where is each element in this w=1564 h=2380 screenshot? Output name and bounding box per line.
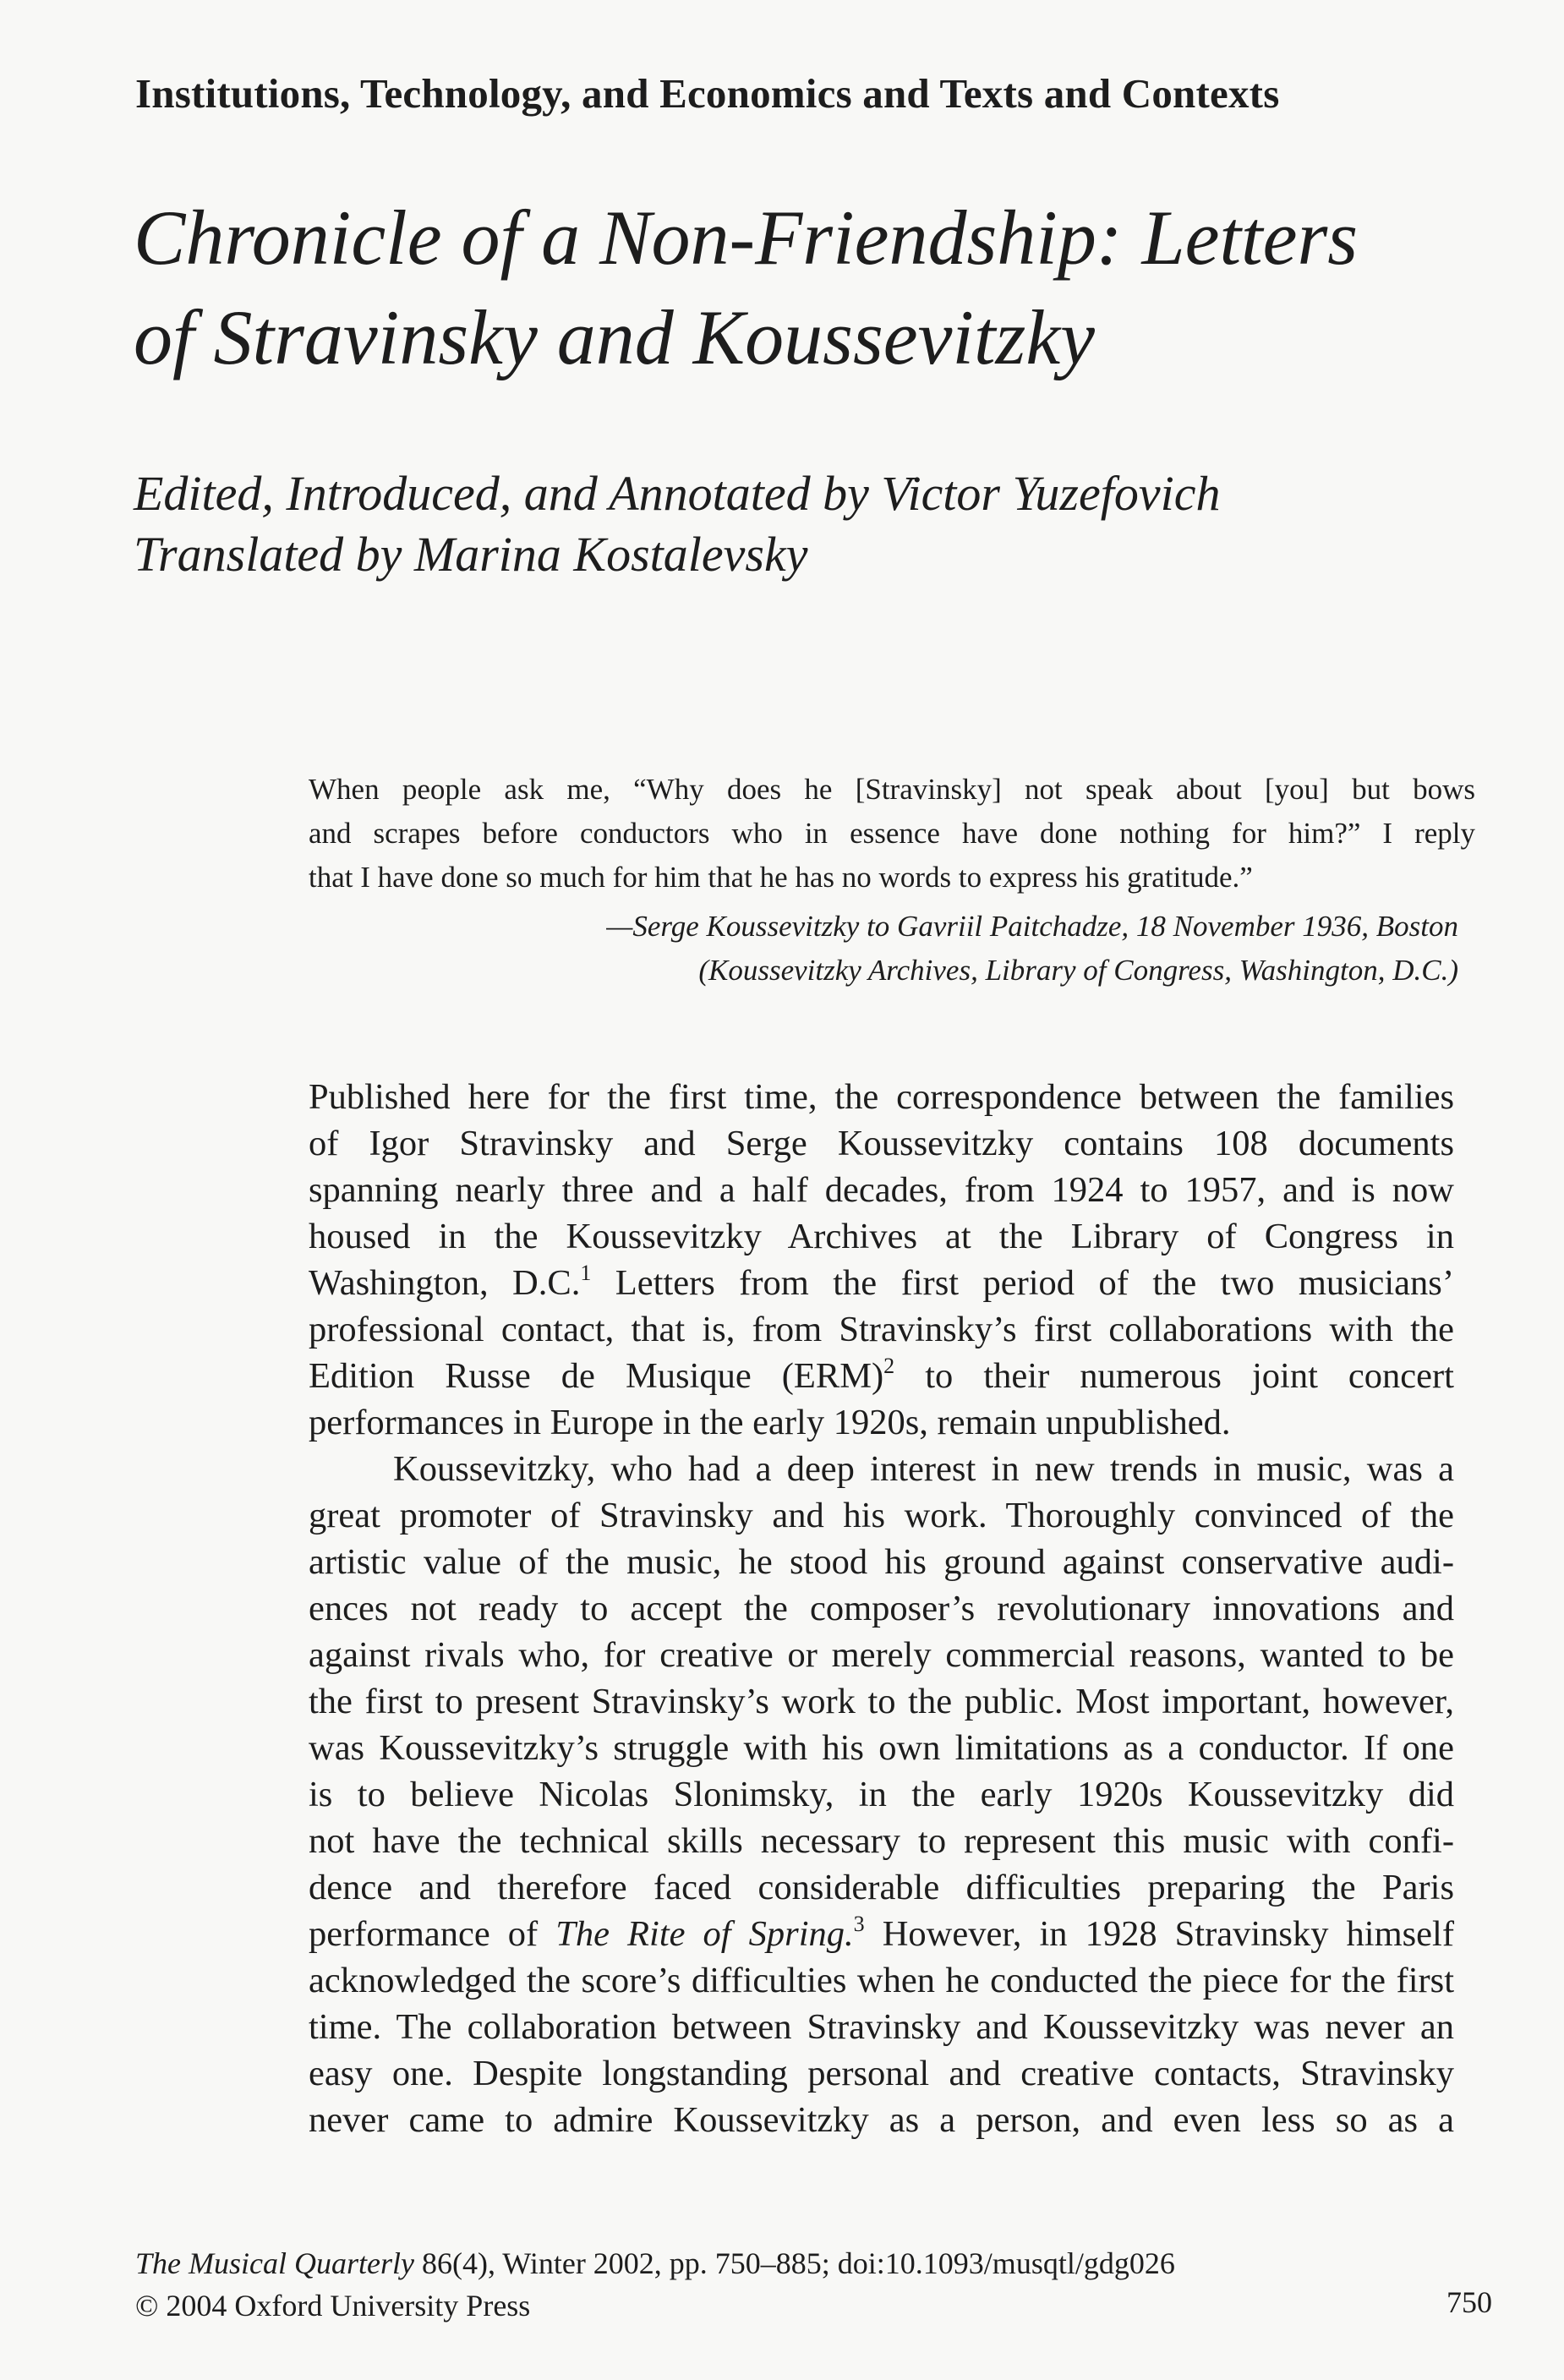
- attribution-line: (Koussevitzky Archives, Library of Congress, Washington, D.C.): [698, 954, 1458, 987]
- body-line: was Koussevitzky’s struggle with his own limitations as a conductor. If one: [309, 1728, 1454, 1768]
- body-line: artistic value of the music, he stood his ground against conservative audi-: [309, 1542, 1454, 1582]
- footnote-ref-1: 1: [580, 1261, 592, 1285]
- body-line: spanning nearly three and a half decades, from 1924 to 1957, and is now: [309, 1170, 1454, 1210]
- body-line: dence and therefore faced considerable difficulties preparing the Paris: [309, 1868, 1454, 1907]
- body-line: time. The collaboration between Stravinsky and Koussevitzky was never an: [309, 2007, 1454, 2047]
- body-text-run: However, in 1928 Stravinsky himself: [864, 1914, 1454, 1954]
- epigraph-line: When people ask me, “Why does he [Stravinsky] not speak about [you] but bows: [309, 773, 1475, 806]
- attribution-line: —Serge Koussevitzky to Gavriil Paitchadze, 18 November 1936, Boston: [606, 910, 1458, 943]
- body-line: [309, 1911, 1454, 1957]
- body-line: not have the technical skills necessary to represent this music with confi-: [309, 1821, 1454, 1861]
- body-line: [309, 1353, 1454, 1399]
- epigraph-line: that I have done so much for him that he has no words to express his gratitude.”: [309, 861, 1253, 894]
- body-line: great promoter of Stravinsky and his work. Thoroughly convinced of the: [309, 1496, 1454, 1535]
- journal-title: The Musical Quarterly: [135, 2246, 414, 2280]
- paragraph-2: [309, 1446, 1454, 2143]
- body-line: never came to admire Koussevitzky as a person, and even less so as a: [309, 2100, 1454, 2140]
- epigraph-quote: [309, 768, 1475, 900]
- body-line: housed in the Koussevitzky Archives at the Library of Congress in: [309, 1217, 1454, 1256]
- footnote-ref-3: 3: [853, 1912, 865, 1936]
- body-text-run: Washington, D.C.: [309, 1263, 581, 1303]
- body-line: is to believe Nicolas Slonimsky, in the early 1920s Koussevitzky did: [309, 1775, 1454, 1814]
- translator-credit: Translated by Marina Kostalevsky: [134, 527, 808, 582]
- body-text-run: to their numerous joint concert: [894, 1356, 1454, 1396]
- citation-line: [135, 2242, 1479, 2284]
- epigraph-attribution: [606, 905, 1458, 993]
- article-title-line-1: Chronicle of a Non-Friendship: Letters: [134, 194, 1359, 281]
- body-line: performances in Europe in the early 1920s, remain unpublished.: [309, 1403, 1231, 1442]
- body-line: professional contact, that is, from Stravinsky’s first collaborations with the: [309, 1310, 1454, 1349]
- section-heading: Institutions, Technology, and Economics and Texts and Contexts: [135, 70, 1280, 117]
- body-line: acknowledged the score’s difficulties when he conducted the piece for the first: [309, 1961, 1454, 2000]
- editor-credit: Edited, Introduced, and Annotated by Victor Yuzefovich: [134, 466, 1221, 521]
- article-title-line-2: of Stravinsky and Koussevitzky: [134, 294, 1096, 380]
- footnote-ref-2: 2: [883, 1354, 895, 1378]
- body-line: ences not ready to accept the composer’s revolutionary innovations and: [309, 1589, 1454, 1628]
- page-number: 750: [1446, 2285, 1492, 2319]
- article-credits: [134, 463, 1220, 585]
- body-line: of Igor Stravinsky and Serge Koussevitzky contains 108 documents: [309, 1124, 1454, 1163]
- article-body: [309, 1074, 1454, 2143]
- copyright-line: © 2004 Oxford University Press: [135, 2289, 531, 2323]
- paragraph-1: [309, 1074, 1454, 1446]
- work-title-rite-of-spring: The Rite of Spring.: [555, 1914, 854, 1954]
- citation-details: 86(4), Winter 2002, pp. 750–885; doi:10.1093/musqtl/gdg026: [413, 2246, 1175, 2280]
- body-line: easy one. Despite longstanding personal and creative contacts, Stravinsky: [309, 2054, 1454, 2093]
- body-line: Published here for the first time, the correspondence between the families: [309, 1077, 1454, 1117]
- body-text-run: Letters from the first period of the two musicians’: [591, 1263, 1454, 1303]
- body-text-run: Edition Russe de Musique (ERM): [309, 1356, 884, 1396]
- body-line: against rivals who, for creative or merely commercial reasons, wanted to be: [309, 1635, 1454, 1675]
- article-title: [134, 188, 1452, 387]
- body-line: Koussevitzky, who had a deep interest in new trends in music, was a: [393, 1449, 1454, 1489]
- page-footer: [135, 2242, 1479, 2327]
- body-line: the first to present Stravinsky’s work to the public. Most important, however,: [309, 1682, 1454, 1721]
- body-line: [309, 1260, 1454, 1306]
- epigraph-line: and scrapes before conductors who in essence have done nothing for him?” I reply: [309, 817, 1475, 850]
- body-text-run: performance of: [309, 1914, 556, 1954]
